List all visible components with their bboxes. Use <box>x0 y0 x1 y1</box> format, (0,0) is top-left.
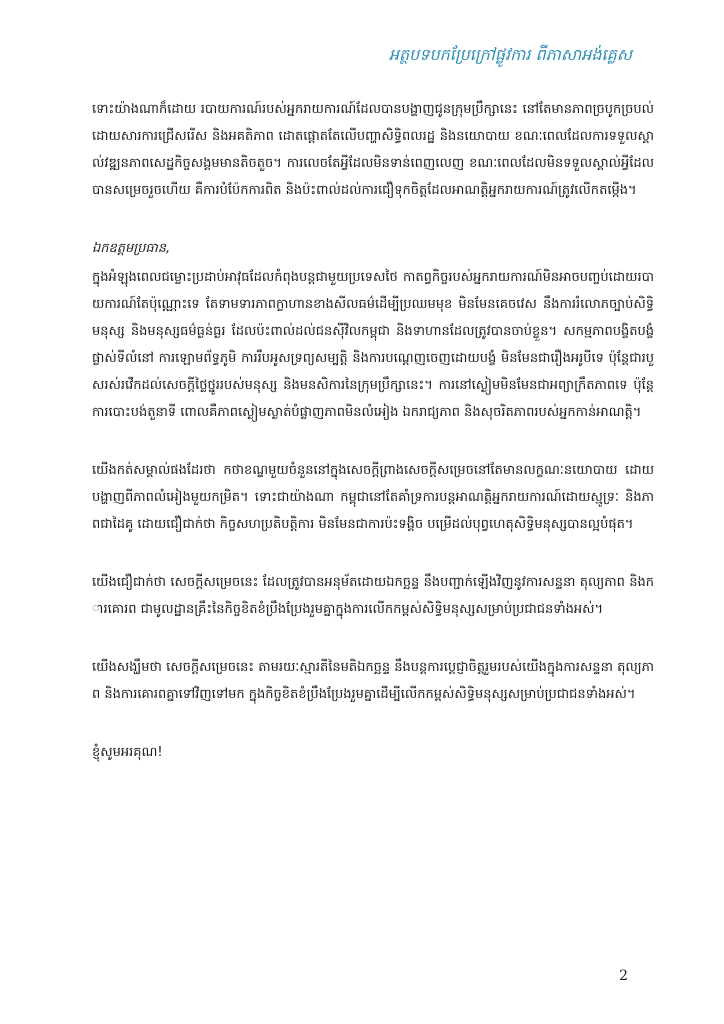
body-paragraph-2: ក្នុងអំឡុងពេលជម្លោះប្រដាប់អាវុធដែលកំពុងបន្តជាមួយប្រទេសថៃ កាតព្វកិច្ចរបស់អ្នករាយការណ៍មិនអាចបញ្ចប់ដោយរបាយការណ៍តែប៉ុណ្ណោះទេ តែទាមទារភាពក្លាហានខាងសីលធម៌ដើម្បីប្រឈមមុខ មិនមែនគេចវេស នឹងការរំលោភច្បាប់សិទ្ធិមនុស្ស និងមនុស្សធម៌ធ្ងន់ធ្ងរ ដែលប៉ះពាល់ដល់ជនស៊ីវិលកម្ពុជា និងទាហានដែលត្រូវបានចាប់ខ្លួន។ សកម្មភាពបង្ខិតបង្ខំផ្លាស់ទីលំនៅ ការឡោមព័ទ្ធភូមិ ការរឹបអូសទ្រព្យសម្បត្តិ និងការបណ្តេញចេញដោយបង្ខំ មិនមែនជារឿងអរូបីទេ ប៉ុន្តែជារបួសរស់រវើកដល់សេចក្តីថ្លៃថ្នូររបស់មនុស្ស និងមនសិការនៃក្រុមប្រឹក្សានេះ។ ការនៅស្ងៀមមិនមែនជាអព្យាក្រឹតភាពទេ ប៉ុន្តែការបោះបង់តួនាទី ពោលគឺភាពស្ងៀមស្ងាត់បំផ្លាញភាពមិនលំអៀង ឯករាជ្យភាព និងសុចរិតភាពរបស់អ្នកកាន់អាណត្តិ។ <box>92 270 654 420</box>
page-header-title: អត្ថបទបកប្រែក្រៅផ្លូវការ ពីភាសាអង់គ្លេស <box>388 45 632 64</box>
closing-line: ខ្ញុំសូមអរគុណ! <box>92 745 163 760</box>
document-body <box>92 96 654 797</box>
body-paragraph-5: យើងសង្ឃឹមថា សេចក្តីសម្រេចនេះ តាមរយៈស្មារតីនៃមតិឯកច្ឆន្ទ នឹងបន្តការប្តេជ្ញាចិត្តរួមរបស់យើងក្នុងការសន្ទនា តុល្យភាព និងការគោរពគ្នាទៅវិញទៅមក ក្នុងកិច្ចខិតខំប្រឹងប្រែងរួមគ្នាដើម្បីលើកកម្ពស់សិទ្ធិមនុស្សសម្រាប់ប្រជាជនទាំងអស់។ <box>92 660 654 702</box>
page-number: 2 <box>619 968 628 984</box>
salutation: ឯកឧត្តមប្រធាន, <box>92 241 171 256</box>
body-paragraph-4: យើងជឿជាក់ថា សេចក្តីសម្រេចនេះ ដែលត្រូវបានអនុម័តដោយឯកច្ឆន្ទ នឹងបញ្ជាក់ឡើងវិញនូវការសន្ទនា តុល្យភាព និងការគោរព ជាមូលដ្ឋានគ្រឹះនៃកិច្ចខិតខំប្រឹងប្រែងរួមគ្នាក្នុងការលើកកម្ពស់សិទ្ធិមនុស្សសម្រាប់ប្រជាជនទាំងអស់។ <box>92 575 654 617</box>
body-paragraph-1: ទោះយ៉ាងណាក៏ដោយ របាយការណ៍របស់អ្នករាយការណ៍ដែលបានបង្ហាញជូនក្រុមប្រឹក្សានេះ នៅតែមានភាពច្របូកច្របល់ដោយសារការជ្រើសរើស និងអគតិភាព ដោតផ្តោតតែលើបញ្ហាសិទ្ធិពលរដ្ឋ និងនយោបាយ ខណៈពេលដែលការទទួលស្គាល់វឌ្ឍនភាពសេដ្ឋកិច្ចសង្គមមានតិចតួច។ ការលេចតែអ្វីដែលមិនទាន់ពេញលេញ ខណៈពេលដែលមិនទទួលស្គាល់អ្វីដែលបានសម្រេចរួចហើយ គឺការបំប៉ែកការពិត និងប៉ះពាល់ដល់ការជឿទុកចិត្តដែលអាណត្តិអ្នករាយការណ៍ត្រូវលើកតម្កើង។ <box>92 102 654 198</box>
body-paragraph-3: យើងកត់សម្គាល់ផងដែរថា កថាខណ្ឌមួយចំនួននៅក្នុងសេចក្តីព្រាងសេចក្តីសម្រេចនៅតែមានលក្ខណៈនយោបាយ ដោយបង្ហាញពីភាពលំអៀងមួយកម្រិត។ ទោះជាយ៉ាងណា កម្ពុជានៅតែគាំទ្រការបន្តអាណត្តិអ្នករាយការណ៍ដោយស្មូទ្រៈ និងភាពជាដៃគូ ដោយជឿជាក់ថា កិច្ចសហប្រតិបត្តិការ មិនមែនជាការប៉ះទង្គិច បម្រើដល់បុព្វហេតុសិទ្ធិមនុស្សបានល្អបំផុត។ <box>92 463 654 532</box>
